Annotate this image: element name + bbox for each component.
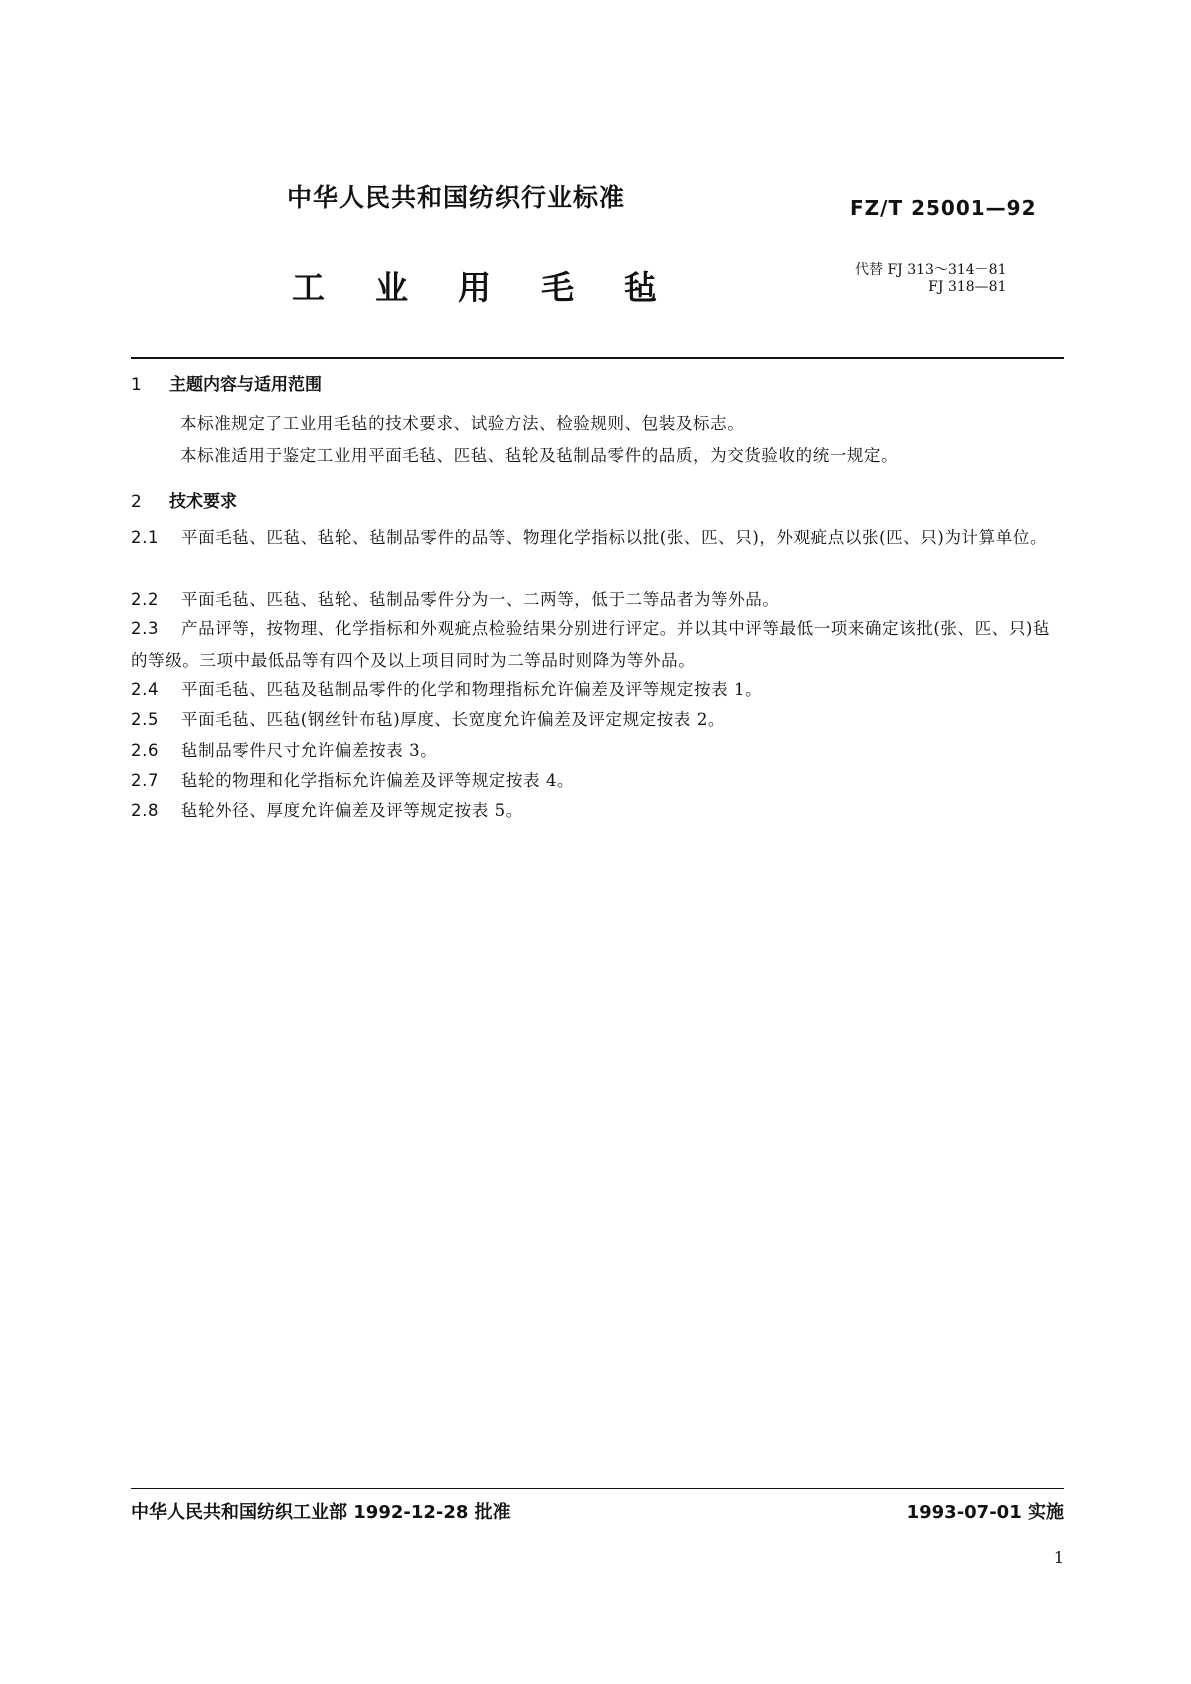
standard-title: 中华人民共和国纺织行业标准 — [287, 183, 626, 212]
document-title: 工业用毛毡 — [292, 268, 707, 307]
implementation-date: 1993-07-01 实施 — [906, 1502, 1064, 1523]
section-1-paragraph-2: 本标准适用于鉴定工业用平面毛毡、匹毡、毡轮及毡制品零件的品质，为交货验收的统一规定。 — [180, 446, 899, 465]
clause-2-7 — [131, 765, 1064, 797]
section-1-heading — [131, 370, 322, 395]
clause-number: 2.4 — [131, 680, 160, 699]
clause-number: 2.1 — [131, 528, 160, 547]
page-number: 1 — [1053, 1548, 1064, 1567]
clause-text: 毡制品零件尺寸允许偏差按表 3。 — [181, 741, 438, 760]
replaces-line-1: 代替 FJ 313～314－81 — [855, 262, 1007, 278]
clause-text: 平面毛毡、匹毡(钢丝针布毡)厚度、长宽度允许偏差及评定规定按表 2。 — [181, 710, 726, 729]
clause-number: 2.7 — [131, 771, 160, 790]
footer-divider — [131, 1488, 1064, 1489]
standard-code: FZ/T 25001—92 — [850, 196, 1037, 220]
section-1-paragraph-1: 本标准规定了工业用毛毡的技术要求、试验方法、检验规则、包装及标志。 — [180, 414, 745, 433]
clause-number: 2.2 — [131, 590, 160, 609]
clause-text: 平面毛毡、匹毡及毡制品零件的化学和物理指标允许偏差及评等规定按表 1。 — [181, 680, 763, 699]
section-2-number: 2 — [131, 492, 142, 512]
clause-number: 2.5 — [131, 710, 160, 729]
clause-2-2 — [131, 584, 1064, 616]
clause-2-4 — [131, 674, 1064, 706]
clause-2-8 — [131, 795, 1064, 827]
clause-2-3 — [131, 613, 1064, 677]
clause-text: 平面毛毡、匹毡、毡轮、毡制品零件的品等、物理化学指标以批(张、匹、只)，外观疵点以张(匹、只)为计算单位。 — [181, 528, 1048, 547]
section-1-title: 主题内容与适用范围 — [169, 375, 322, 395]
clause-2-1 — [131, 522, 1064, 554]
section-1-number: 1 — [131, 375, 142, 395]
replaces-line-2: FJ 318—81 — [928, 279, 1007, 295]
clause-number: 2.8 — [131, 801, 160, 820]
section-2-heading — [131, 487, 237, 512]
section-2-title: 技术要求 — [169, 492, 237, 512]
clause-text: 产品评等，按物理、化学指标和外观疵点检验结果分别进行评定。并以其中评等最低一项来确定该批(张、匹、只)毡的等级。三项中最低品等有四个及以上项目同时为二等品时则降为等外品。 — [131, 619, 1051, 670]
clause-text: 平面毛毡、匹毡、毡轮、毡制品零件分为一、二两等，低于二等品者为等外品。 — [181, 590, 780, 609]
clause-2-6 — [131, 735, 1064, 767]
replaces-note — [855, 262, 1006, 296]
clause-2-5 — [131, 704, 1064, 736]
header-divider — [131, 357, 1064, 359]
clause-text: 毡轮外径、厚度允许偏差及评等规定按表 5。 — [181, 801, 523, 820]
clause-text: 毡轮的物理和化学指标允许偏差及评等规定按表 4。 — [181, 771, 575, 790]
clause-number: 2.6 — [131, 741, 160, 760]
approval-note: 中华人民共和国纺织工业部 1992-12-28 批准 — [131, 1502, 511, 1523]
clause-number: 2.3 — [131, 619, 160, 638]
